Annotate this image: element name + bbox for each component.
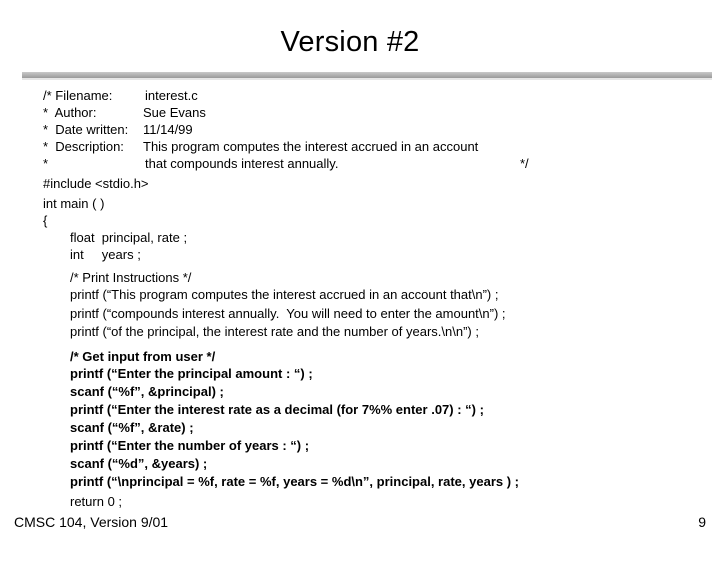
printf-line-1: printf (“This program computes the interest accrued in an account that\n”) ; [70, 287, 499, 302]
comment-date-value: 11/14/99 [143, 122, 193, 137]
include-line: #include <stdio.h> [43, 176, 149, 191]
footer-course: CMSC 104, Version 9/01 [14, 514, 169, 530]
printf-principal-prompt: printf (“Enter the principal amount : “) ; [70, 366, 313, 381]
decl-int: int years ; [70, 247, 141, 262]
comment-filename-value: interest.c [145, 88, 198, 103]
scanf-principal: scanf (“%f”, &principal) ; [70, 384, 224, 399]
comment-description-label: * Description: [43, 139, 124, 154]
decl-float: float principal, rate ; [70, 230, 188, 245]
open-brace: { [43, 213, 48, 228]
comment-author-value: Sue Evans [143, 105, 206, 120]
comment-author-label: * Author: [43, 105, 97, 120]
scanf-rate: scanf (“%f”, &rate) ; [70, 420, 194, 435]
scanf-years: scanf (“%d”, &years) ; [70, 456, 208, 471]
comment-date-label: * Date written: [43, 122, 129, 137]
main-signature: int main ( ) [43, 196, 105, 211]
comment-close: */ [520, 156, 529, 171]
comment-print-instructions: /* Print Instructions */ [70, 270, 192, 285]
printf-years-prompt: printf (“Enter the number of years : “) ; [70, 438, 310, 453]
comment-line5-star: * [43, 156, 49, 171]
page-number: 9 [698, 514, 706, 530]
slide-title: Version #2 [280, 26, 420, 58]
comment-description-cont: that compounds interest annually. [145, 156, 339, 171]
comment-description-value: This program computes the interest accrued in an account [143, 139, 479, 154]
title-divider [22, 72, 712, 78]
printf-rate-prompt: printf (“Enter the interest rate as a decimal (for 7%% enter .07) : “) ; [70, 402, 484, 417]
comment-get-input: /* Get input from user */ [70, 349, 216, 364]
printf-line-3: printf (“of the principal, the interest rate and the number of years.\n\n”) ; [70, 324, 479, 339]
comment-filename-label: /* Filename: [43, 88, 113, 103]
return-statement: return 0 ; [70, 494, 123, 509]
printf-line-2: printf (“compounds interest annually. You will need to enter the amount\n”) ; [70, 306, 506, 321]
printf-result: printf (“\nprincipal = %f, rate = %f, years = %d\n”, principal, rate, years ) ; [70, 474, 519, 489]
